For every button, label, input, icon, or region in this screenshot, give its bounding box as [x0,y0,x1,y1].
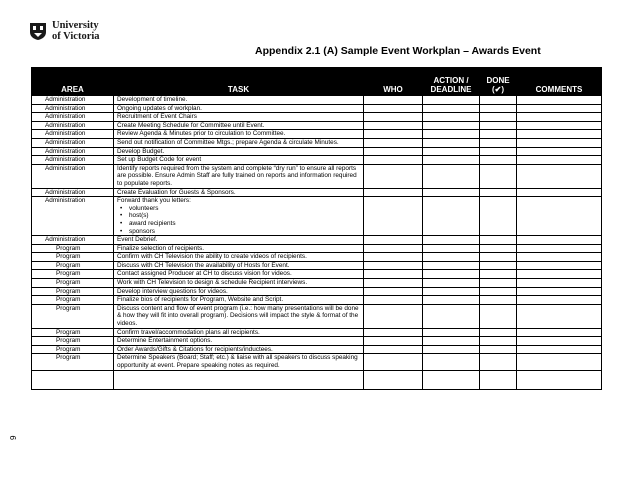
row-who [364,188,423,197]
row-area: Administration [32,147,114,156]
table-body [32,96,602,390]
row-task-text: Create Meeting Schedule for Committee until Event. [117,121,265,129]
document-title: Appendix 2.1 (A) Sample Event Workplan – Awards Event [255,45,541,57]
row-area: Program [32,253,114,262]
page-number: 9 [9,435,18,440]
row-done [480,328,517,337]
row-area: Program [32,296,114,305]
row-task [114,130,364,139]
row-done [480,337,517,346]
row-who [364,337,423,346]
row-task-text: Send out notification of Committee Mtgs.; prepare Agenda & circulate Minutes. [117,138,339,146]
row-who [364,304,423,328]
row-action-deadline [423,304,480,328]
row-task [114,253,364,262]
row-task [114,304,364,328]
row-area: Administration [32,156,114,165]
row-comments [517,261,602,270]
row-area: Program [32,354,114,370]
column-header-done: DONE (✔) [480,68,517,96]
row-comments [517,104,602,113]
row-action-deadline [423,197,480,236]
row-task [114,138,364,147]
row-task-text: Set up Budget Code for event [117,156,202,164]
row-comments [517,345,602,354]
table-row [32,270,602,279]
row-action-deadline [423,156,480,165]
row-action-deadline [423,354,480,370]
table-row [32,354,602,370]
row-action-deadline [423,138,480,147]
row-done [480,138,517,147]
row-who [364,104,423,113]
row-area: Administration [32,104,114,113]
university-crest-icon [28,21,48,41]
table-row [32,188,602,197]
table-header-row [32,68,602,96]
row-task [114,96,364,105]
row-who [364,113,423,122]
row-done [480,147,517,156]
table-row [32,287,602,296]
table-row [32,156,602,165]
row-task-text: Event Debrief. [117,236,158,244]
row-action-deadline [423,104,480,113]
row-who [364,287,423,296]
task-bullet-item: • award recipients [129,220,362,228]
empty-cell [114,370,364,389]
row-task-text: Finalize bios of recipients for Program, Website and Script. [117,296,284,304]
row-who [364,279,423,288]
row-who [364,96,423,105]
table-row [32,113,602,122]
row-task-text: Order Awards/Gifts & Citations for recipients/inductees. [117,345,273,353]
column-header-area: AREA [32,68,114,96]
row-task [114,287,364,296]
table-row [32,147,602,156]
row-task-text: Confirm travel/accommodation plans all recipients. [117,328,260,336]
row-who [364,270,423,279]
row-area: Administration [32,113,114,122]
row-area: Administration [32,188,114,197]
row-done [480,244,517,253]
table-row [32,104,602,113]
row-action-deadline [423,279,480,288]
row-comments [517,147,602,156]
row-action-deadline [423,236,480,245]
row-action-deadline [423,130,480,139]
row-who [364,354,423,370]
empty-cell [423,370,480,389]
row-comments [517,188,602,197]
row-task-text: Determine Entertainment options. [117,337,213,345]
row-task-text: Recruitment of Event Chairs [117,113,197,121]
row-who [364,147,423,156]
row-task-text: Develop Budget. [117,147,165,155]
row-area: Program [32,270,114,279]
table-row [32,244,602,253]
row-task [114,188,364,197]
task-bullet-list [117,205,362,235]
empty-row [32,370,602,389]
row-who [364,197,423,236]
row-task-text: Identify reports required from the system and complete “dry run” to ensure all reports are possible. Ensure Admin Staff are fully trained on reports and information required to populate reports. [117,164,357,187]
row-area: Administration [32,197,114,236]
row-action-deadline [423,147,480,156]
row-done [480,354,517,370]
row-who [364,236,423,245]
column-header-who: WHO [364,68,423,96]
row-comments [517,236,602,245]
row-task-text: Determine Speakers (Board; Staff; etc.) & liaise with all speakers to discuss speaking opportunity at event. Prepare speaking notes as required. [117,354,358,369]
row-done [480,279,517,288]
row-area: Administration [32,121,114,130]
row-done [480,156,517,165]
row-comments [517,197,602,236]
table-row [32,236,602,245]
table-row [32,130,602,139]
row-done [480,261,517,270]
row-who [364,164,423,188]
row-comments [517,244,602,253]
row-action-deadline [423,270,480,279]
row-area: Administration [32,138,114,147]
table-row [32,138,602,147]
row-comments [517,96,602,105]
logo-line-2: of Victoria [52,31,100,42]
table-row [32,261,602,270]
row-done [480,188,517,197]
row-done [480,345,517,354]
empty-cell [364,370,423,389]
empty-cell [517,370,602,389]
university-logo [28,20,100,42]
row-comments [517,328,602,337]
table-row [32,197,602,236]
row-task [114,296,364,305]
row-action-deadline [423,287,480,296]
row-comments [517,156,602,165]
row-task-text: Discuss content and flow of event program (i.e.: how many presentations will be done & how they will fit into overall program). Decisions will impact the style & format of the videos. [117,304,359,328]
column-header-comments: COMMENTS [517,68,602,96]
table-row [32,253,602,262]
row-who [364,296,423,305]
row-who [364,253,423,262]
row-task-text: Create Evaluation for Guests & Sponsors. [117,188,236,196]
row-area: Program [32,328,114,337]
row-task-text: Confirm with CH Television the ability to create videos of recipients. [117,253,307,261]
row-area: Program [32,345,114,354]
row-who [364,244,423,253]
row-done [480,304,517,328]
row-action-deadline [423,296,480,305]
row-comments [517,121,602,130]
row-done [480,287,517,296]
row-done [480,236,517,245]
task-bullet-item: • volunteers [129,205,362,213]
row-who [364,138,423,147]
row-comments [517,354,602,370]
row-area: Program [32,261,114,270]
row-done [480,121,517,130]
row-who [364,156,423,165]
row-action-deadline [423,164,480,188]
row-who [364,121,423,130]
row-comments [517,296,602,305]
logo-line-1: University [52,20,99,31]
row-area: Administration [32,236,114,245]
row-task [114,345,364,354]
row-task [114,113,364,122]
row-task [114,244,364,253]
row-comments [517,287,602,296]
row-task [114,147,364,156]
task-bullet-item: • sponsors [129,228,362,236]
row-who [364,261,423,270]
row-task [114,236,364,245]
row-done [480,253,517,262]
empty-cell [32,370,114,389]
row-task-text: Review Agenda & Minutes prior to circulation to Committee. [117,130,286,138]
row-comments [517,138,602,147]
row-area: Program [32,279,114,288]
row-task [114,354,364,370]
table-row [32,164,602,188]
row-area: Administration [32,96,114,105]
row-comments [517,337,602,346]
row-task-text: Finalize selection of recipients. [117,244,205,252]
task-bullet-item: • host(s) [129,212,362,220]
table-row [32,296,602,305]
table-row [32,328,602,337]
row-task [114,279,364,288]
row-comments [517,279,602,288]
row-action-deadline [423,96,480,105]
row-task [114,328,364,337]
row-area: Program [32,304,114,328]
row-done [480,164,517,188]
row-action-deadline [423,113,480,122]
table-row [32,96,602,105]
row-done [480,270,517,279]
row-area: Program [32,244,114,253]
row-task [114,337,364,346]
row-action-deadline [423,328,480,337]
row-comments [517,164,602,188]
row-task-text: Discuss with CH Television the availability of Hosts for Event. [117,261,290,269]
row-who [364,130,423,139]
table-row [32,121,602,130]
row-done [480,96,517,105]
row-action-deadline [423,337,480,346]
row-done [480,197,517,236]
row-area: Program [32,337,114,346]
column-header-action-deadline: ACTION / DEADLINE [423,68,480,96]
row-done [480,113,517,122]
workplan-table [31,67,602,390]
row-done [480,130,517,139]
row-who [364,328,423,337]
row-task [114,104,364,113]
empty-cell [480,370,517,389]
row-task [114,164,364,188]
row-task [114,197,364,236]
row-comments [517,270,602,279]
row-comments [517,253,602,262]
row-done [480,104,517,113]
row-who [364,345,423,354]
row-task-text: Contact assigned Producer at CH to discuss vision for videos. [117,270,292,278]
row-comments [517,304,602,328]
table-row [32,337,602,346]
row-action-deadline [423,244,480,253]
column-header-task: TASK [114,68,364,96]
row-area: Administration [32,130,114,139]
row-task-text: Develop interview questions for videos. [117,287,228,295]
row-task [114,270,364,279]
row-task [114,261,364,270]
table-row [32,345,602,354]
row-action-deadline [423,121,480,130]
row-action-deadline [423,253,480,262]
row-action-deadline [423,188,480,197]
row-comments [517,130,602,139]
row-task [114,156,364,165]
row-task-text: Forward thank you letters: [117,197,191,205]
row-task-text: Ongoing updates of workplan. [117,104,202,112]
row-area: Administration [32,164,114,188]
row-task [114,121,364,130]
row-action-deadline [423,261,480,270]
row-task-text: Work with CH Television to design & schedule Recipient interviews. [117,279,308,287]
row-action-deadline [423,345,480,354]
row-task-text: Development of timeline. [117,96,188,103]
table-row [32,279,602,288]
row-comments [517,113,602,122]
row-done [480,296,517,305]
table-row [32,304,602,328]
row-area: Program [32,287,114,296]
